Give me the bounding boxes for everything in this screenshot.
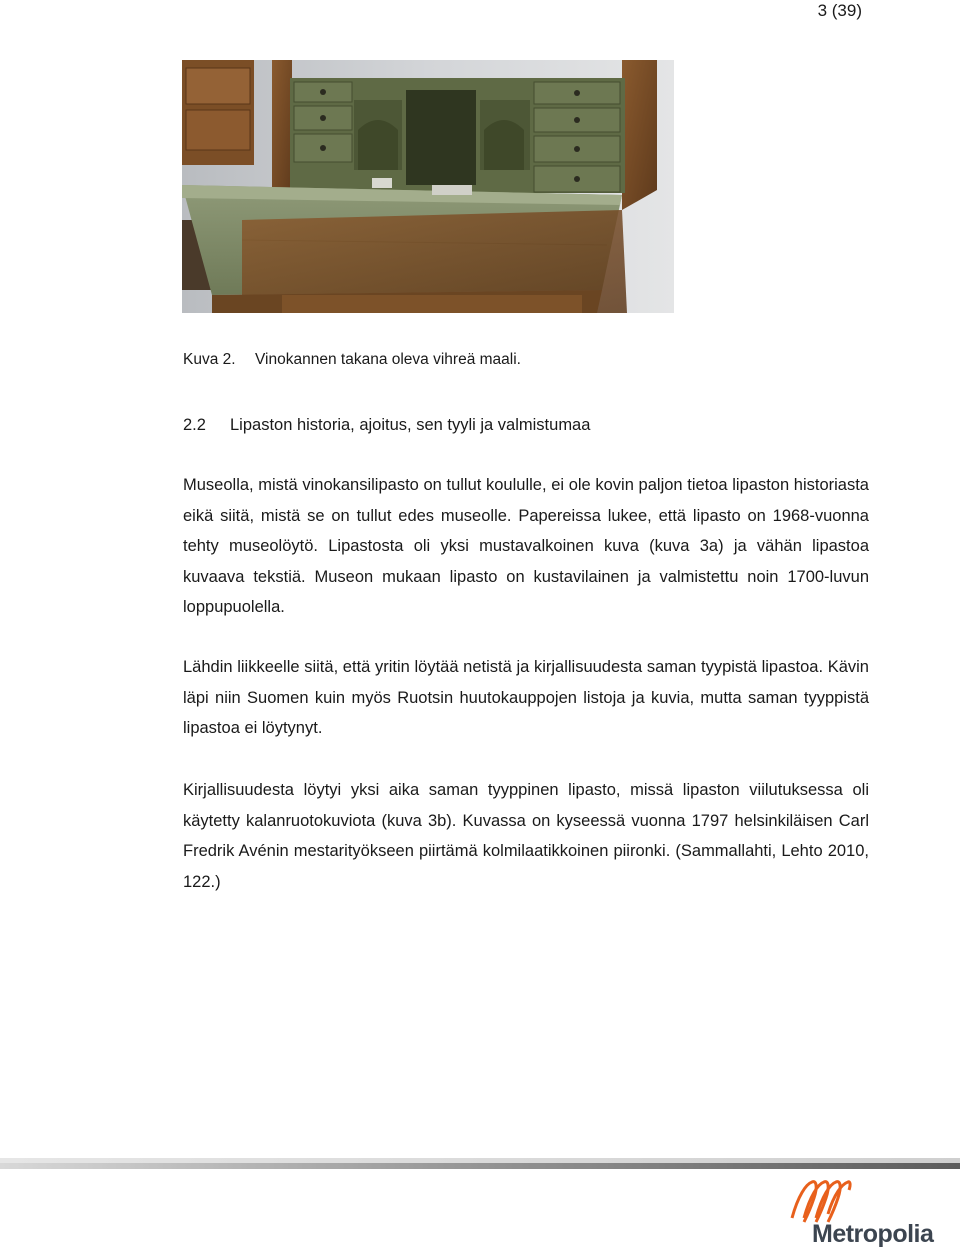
caption-text: Vinokannen takana oleva vihreä maali. (255, 351, 521, 368)
section-title: Lipaston historia, ajoitus, sen tyyli ja valmistumaa (230, 416, 591, 434)
caption-number: Kuva 2. (183, 351, 236, 368)
footer-band-dark (0, 1163, 960, 1169)
footer-band (0, 1158, 960, 1172)
paragraph: Museolla, mistä vinokansilipasto on tullut koululle, ei ole kovin paljon tietoa lipaston historiasta eikä siitä, mistä se on tullut edes museolle. Papereissa lukee, että lipasto on 1968-vuonna tehty museolöytö. Lipastosta oli yksi mustavalkoinen kuva (kuva 3a) ja vähän lipastoa kuvaava tekstiä. Museon mukaan lipasto on kustavilainen ja valmistettu noin 1700-luvun loppupuolella. (183, 476, 869, 616)
paragraph: Lähdin liikkeelle siitä, että yritin löytää netistä ja kirjallisuudesta saman tyypistä lipastoa. Kävin läpi niin Suomen kuin myös Ruotsin huutokauppojen listoja ja kuvia, mutta saman tyyppistä lipastoa ei löytynyt. (183, 658, 869, 737)
figure-caption (183, 350, 521, 370)
paragraph: Kirjallisuudesta löytyi yksi aika saman tyyppinen lipasto, missä lipaston viilutuksessa oli käytetty kalanruotokuviota (kuva 3b). Kuvassa on kyseessä vuonna 1797 helsinkiläisen Carl Fredrik Avénin mestarityökseen piirtämä kolmilaatikkoinen piironki. (Sammallahti, Lehto 2010, 122.) (183, 781, 869, 891)
section-heading (183, 415, 590, 435)
page-number: 3 (39) (817, 1, 862, 20)
section-number: 2.2 (183, 416, 206, 434)
green-painted-bureau-photo (182, 60, 674, 313)
logo-wordmark: Metropolia (812, 1220, 934, 1248)
